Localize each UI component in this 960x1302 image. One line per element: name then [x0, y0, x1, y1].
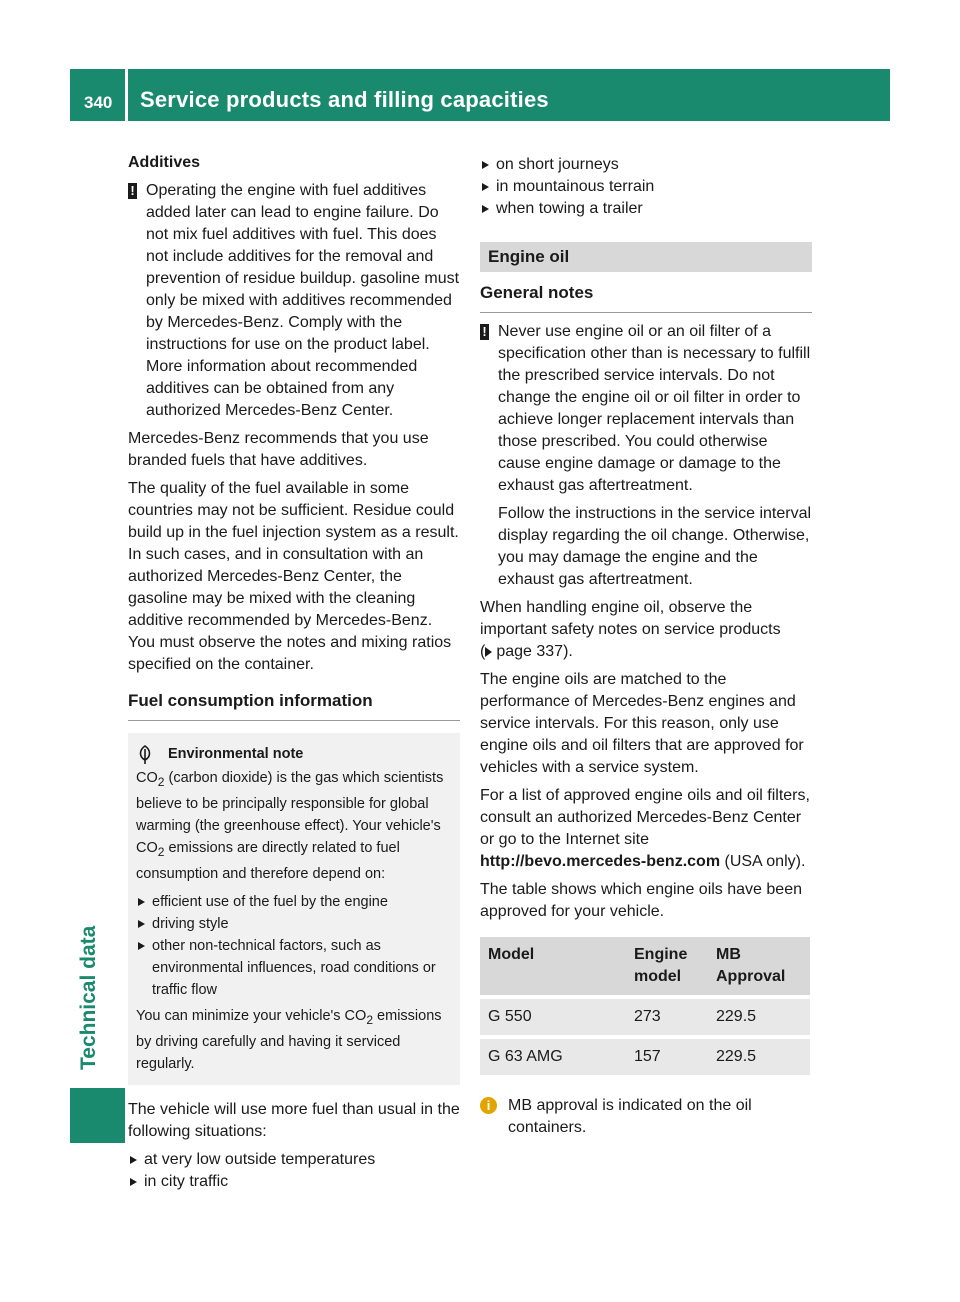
list-item: in city traffic	[128, 1171, 460, 1193]
environmental-paragraph: You can minimize your vehicle's $CO_2$ emissions by driving carefully and having it serviced regularly.	[136, 1007, 442, 1072]
info-note	[480, 1095, 812, 1139]
right-column	[480, 150, 812, 1139]
additives-warning	[128, 180, 460, 422]
page-reference-link[interactable]: page 337).	[496, 643, 573, 660]
page-reference-icon	[485, 647, 492, 657]
section-marker	[70, 1088, 125, 1143]
list-item: at very low outside temperatures	[128, 1149, 460, 1171]
engine-oil-section-title: Engine oil	[480, 242, 812, 272]
website-link[interactable]: http://bevo.mercedes-benz.com	[480, 853, 721, 870]
environmental-paragraph: $CO_2$ (carbon dioxide) is the gas which scientists believe to be principally responsible for global warming (the greenhouse effect). Your vehicle's $CO_2$ emissions are directly related to fuel consumption and therefore depend on:	[136, 770, 444, 882]
list-item: on short journeys	[480, 154, 812, 176]
column-header: Model	[480, 937, 626, 995]
warning-text: Follow the instructions in the service interval display regarding the oil change. Otherwise, you may damage the engine and the exhaust gas aftertreatment.	[498, 505, 812, 588]
page-title: Service products and filling capacities	[140, 87, 549, 112]
environmental-note-title-text: Environmental note	[168, 746, 304, 762]
exclamation-icon: !	[128, 183, 137, 199]
warning-text: Never use engine oil or an oil filter of a specification other than is necessary to fulfill the prescribed service intervals. Do not change the engine oil or oil filter in order to achieve longer replacement intervals than those prescribed. You could otherwise cause engine damage or damage to the exhaust gas aftertreatment.	[498, 323, 811, 494]
table-cell: G 550	[480, 999, 626, 1035]
column-header: MB Approval	[708, 937, 810, 995]
engine-oil-table	[480, 933, 810, 1079]
list-item: in mountainous terrain	[480, 176, 812, 198]
situations-list	[128, 1149, 460, 1193]
general-notes-heading: General notes	[480, 282, 812, 313]
situations-list-continued	[480, 154, 812, 220]
list-item: when towing a trailer	[480, 198, 812, 220]
paragraph: For a list of approved engine oils and oil filters, consult an authorized Mercedes-Benz Center or go to the Internet site http://bevo.mercedes-benz.com (USA only).	[480, 787, 810, 870]
environmental-list	[136, 891, 452, 1001]
table-cell: G 63 AMG	[480, 1039, 626, 1075]
info-icon: i	[480, 1097, 497, 1114]
environmental-note	[128, 733, 460, 1085]
page-number: 340	[84, 93, 113, 112]
column-header: Engine model	[626, 937, 708, 995]
additives-warning-text: Operating the engine with fuel additives added later can lead to engine failure. Do not mix fuel additives with fuel. This does not include additives for the removal and prevention of residue buildup. gasoline must only be mixed with additives recommended by Mercedes-Benz. Comply with the instructions for use on the product label. More information about recommended additives can be obtained from any authorized Mercedes-Benz Center.	[146, 182, 460, 419]
exclamation-icon: !	[480, 324, 489, 340]
table-cell: 273	[626, 999, 708, 1035]
section-label: Technical data	[77, 925, 100, 1070]
paragraph: The vehicle will use more fuel than usual in the following situations:	[128, 1100, 460, 1140]
engine-oil-warning	[480, 321, 812, 591]
table-cell: 157	[626, 1039, 708, 1075]
paragraph: The quality of the fuel available in some countries may not be sufficient. Residue could build up in the fuel injection system as a result. In such cases, and in consultation with an authorized Mercedes-Benz Center, the gasoline may be mixed with the cleaning additive recommended by Mercedes-Benz. You must observe the notes and mixing ratios specified on the container.	[128, 480, 459, 673]
table-row	[480, 1039, 810, 1075]
info-note-text: MB approval is indicated on the oil containers.	[508, 1097, 752, 1136]
leaf-icon	[138, 745, 152, 765]
fuel-consumption-heading: Fuel consumption information	[128, 690, 460, 721]
left-column	[128, 150, 460, 1197]
table-cell: 229.5	[708, 999, 810, 1035]
table-cell: 229.5	[708, 1039, 810, 1075]
table-header-row	[480, 937, 810, 995]
list-item: driving style	[136, 913, 452, 935]
paragraph: When handling engine oil, observe the important safety notes on service products ( page 337).	[480, 599, 781, 660]
paragraph: The table shows which engine oils have been approved for your vehicle.	[480, 881, 802, 920]
list-item: efficient use of the fuel by the engine	[136, 891, 452, 913]
additives-heading: Additives	[128, 154, 201, 171]
environmental-note-title	[136, 743, 452, 765]
table-row	[480, 999, 810, 1035]
list-item: other non-technical factors, such as environmental influences, road conditions or traffic flow	[136, 935, 452, 1001]
paragraph: Mercedes-Benz recommends that you use branded fuels that have additives.	[128, 430, 429, 469]
paragraph: The engine oils are matched to the performance of Mercedes-Benz engines and service intervals. For this reason, only use engine oils and oil filters that are approved for vehicles with a service system.	[480, 671, 804, 776]
